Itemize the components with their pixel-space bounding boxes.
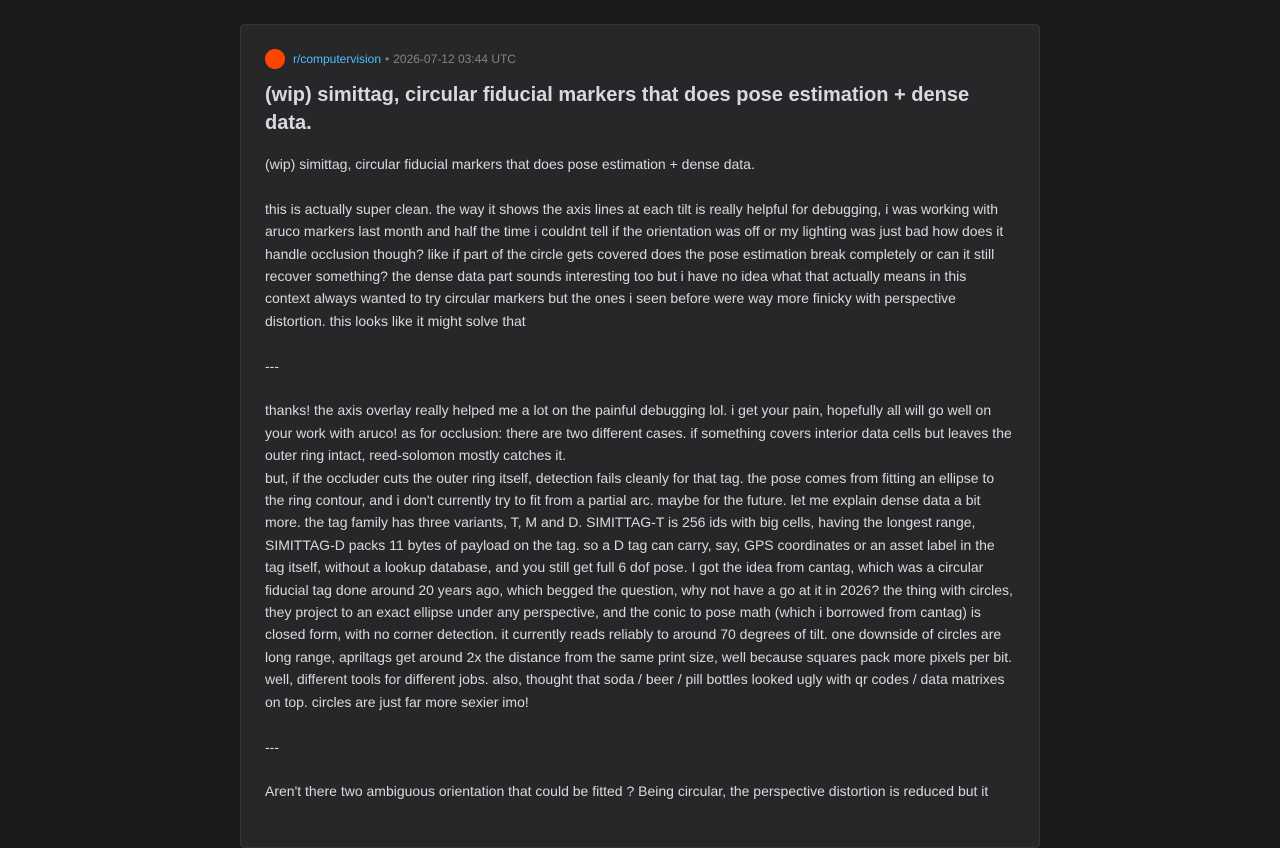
- body-paragraph: this is actually super clean. the way it shows the axis lines at each tilt is really helpful for debugging, i was working with aruco markers last month and half the time i couldnt tell if the orientation was off or my lighting was just bad how does it handle occlusion though? like if part of the circle gets covered does the pose estimation break completely or can it still recover something? the dense data part sounds interesting too but i have no idea what that actually means in this context always wanted to try circular markers but the ones i seen before were way more finicky with perspective distortion. this looks like it might solve that: [265, 200, 1004, 329]
- body-paragraph: (wip) simittag, circular fiducial markers that does pose estimation + dense data.: [265, 156, 755, 172]
- subreddit-link[interactable]: r/computervision: [293, 52, 382, 66]
- body-paragraph: but, if the occluder cuts the outer ring itself, detection fails cleanly for that tag. the pose comes from fitting an ellipse to the ring contour, and i don't currently try to fit from a partial arc. maybe for the future. let me explain dense data a bit more. the tag family has three variants, T, M and D. SIMITTAG-T is 256 ids with big cells, having the longest range, SIMITTAG-D packs 11 bytes of payload on the tag. so a D tag can carry, say, GPS coordinates or an asset label in the tag itself, without a lookup database, and you still get full 6 dof pose. I got the idea from cantag, which was a circular fiducial tag done around 20 years ago, which begged the question, why not have a go at it in 2026? the thing with circles, they project to an exact ellipse under any perspective, and the conic to pose math (which i borrowed from cantag) is closed form, with no corner detection. it currently reads reliably to around 70 degrees of tilt. one downside of circles are long range, apriltags get around 2x the distance from the same print size, well because squares pack more pixels per bit. well, different tools for different jobs. also, thought that soda / beer / pill bottles looked ugly with qr codes / data matrixes on top. circles are just far more sexier imo!: [265, 469, 1013, 710]
- post-title: (wip) simittag, circular fiducial markers that does pose estimation + dense data.: [265, 84, 970, 134]
- post-timestamp: 2026-07-12 03:44 UTC: [393, 52, 516, 66]
- body-paragraph: Aren't there two ambiguous orientation that could be fitted ? Being circular, the perspective distortion is reduced but it: [265, 783, 989, 800]
- separator-line: ---: [265, 738, 279, 755]
- post-card: [240, 24, 1040, 848]
- separator-line: ---: [265, 357, 279, 374]
- meta-separator: •: [385, 52, 390, 66]
- post-meta: [265, 47, 1015, 71]
- post-body: [265, 153, 1015, 803]
- body-paragraph: thanks! the axis overlay really helped me a lot on the painful debugging lol. i get your pain, hopefully all will go well on your work with aruco! as for occlusion: there are two different cases. if something covers interior data cells but leaves the outer ring intact, reed-solomon mostly catches it.: [265, 402, 1012, 464]
- subreddit-avatar[interactable]: [265, 49, 285, 69]
